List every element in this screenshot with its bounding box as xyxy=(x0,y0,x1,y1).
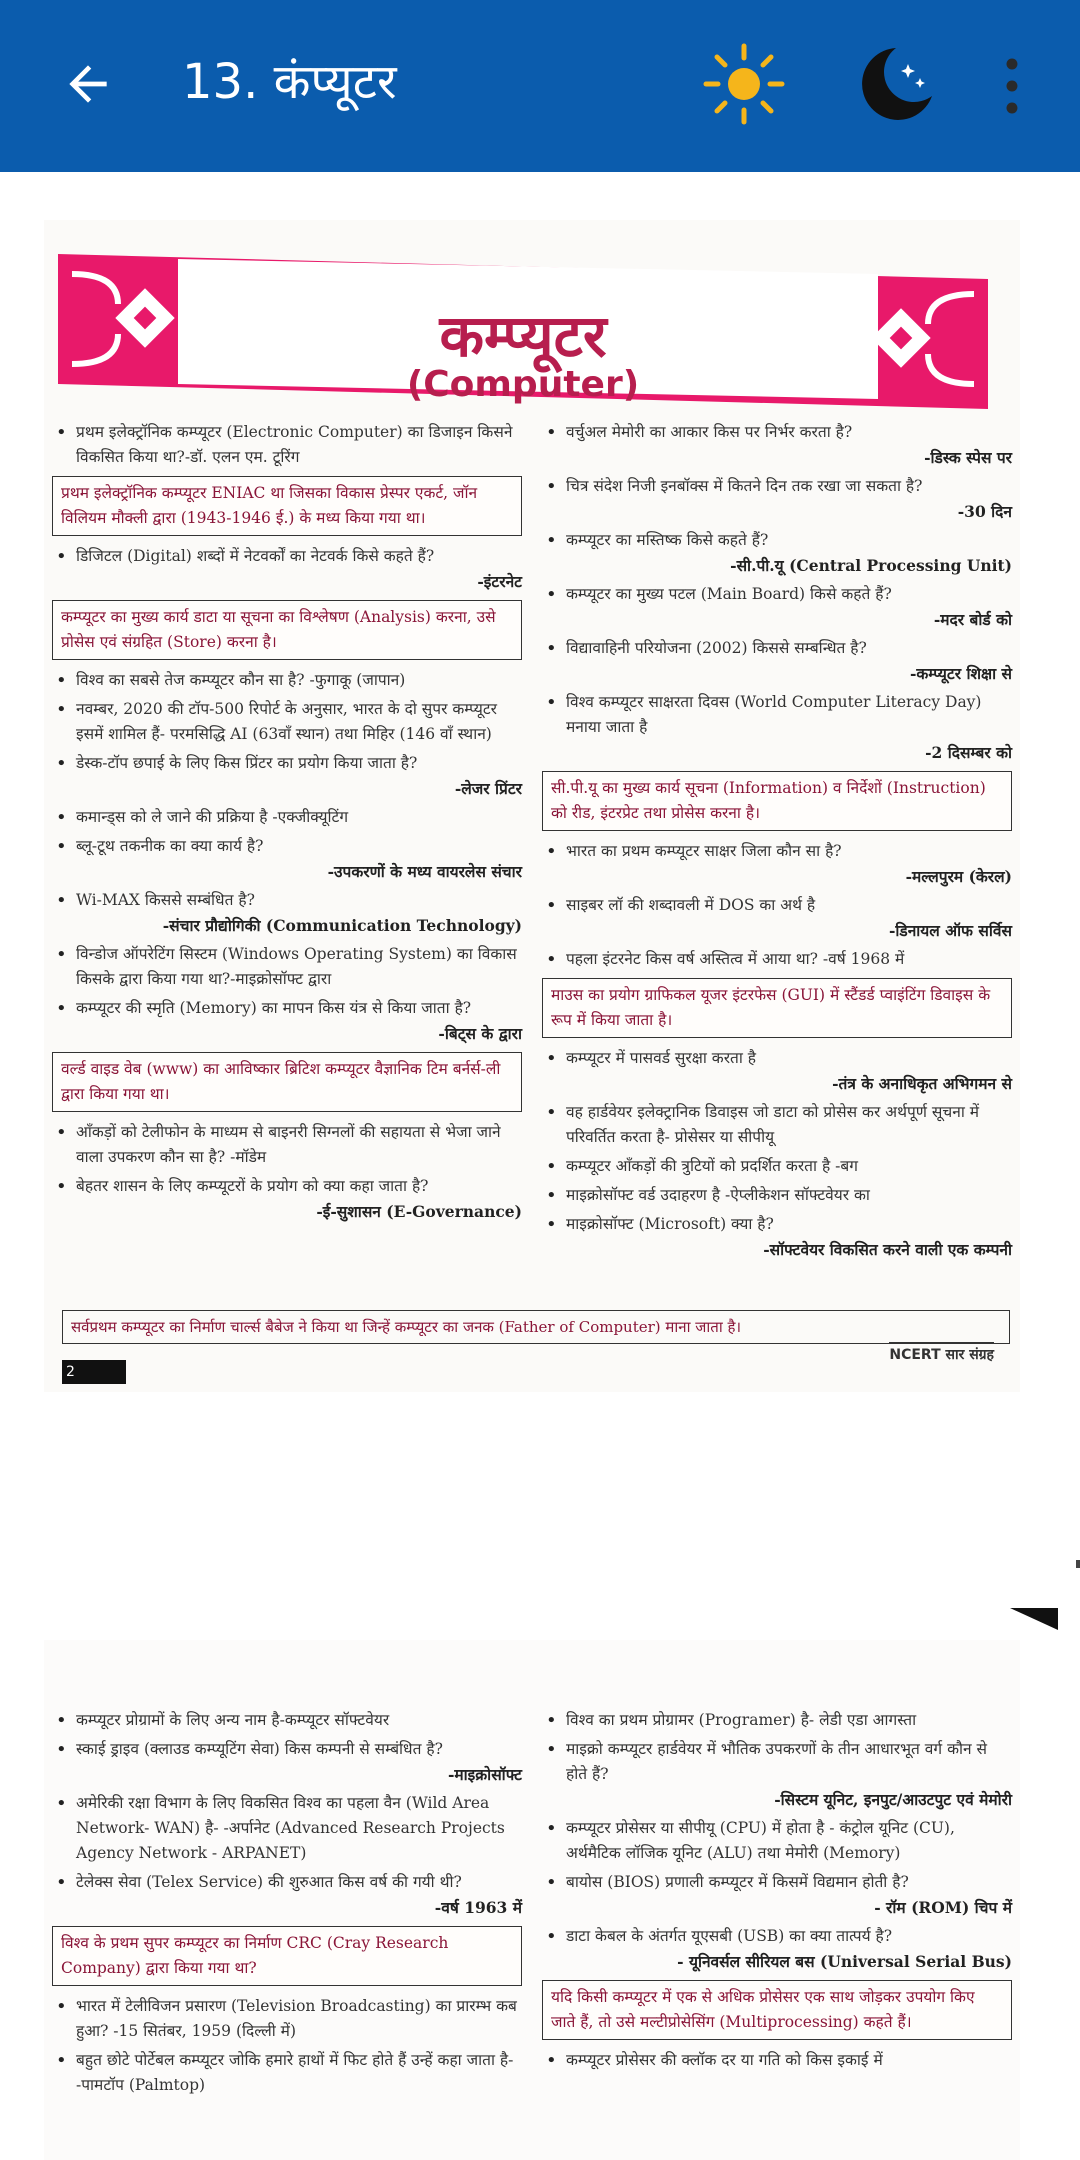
qa-item xyxy=(542,839,1012,889)
bullet-icon: • xyxy=(56,1793,67,1814)
page2-left-column xyxy=(52,1708,522,2102)
qa-item xyxy=(52,1737,522,1787)
qa-item xyxy=(542,2048,1012,2073)
qa-item xyxy=(52,751,522,801)
chapter-title-english: (Computer) xyxy=(406,364,640,405)
back-button[interactable] xyxy=(52,48,124,120)
question-text: पहला इंटरनेट किस वर्ष अस्तित्व में आया था? -वर्ष 1968 में xyxy=(566,950,905,968)
arrow-left-icon xyxy=(60,56,116,112)
page-title: 13. कंप्यूटर xyxy=(182,54,397,110)
answer-text: -माइक्रोसॉफ्ट xyxy=(447,1765,522,1784)
question-text: चित्र संदेश निजी इनबॉक्स में कितने दिन तक रखा जा सकता है? xyxy=(566,477,923,495)
highlight-box: सी.पी.यू का मुख्य कार्य सूचना (Information) व निर्देशों (Instruction) को रीड, इंटरप्रेट तथा प्रोसेस करना है। xyxy=(542,771,1012,831)
qa-item xyxy=(542,1924,1012,1974)
bullet-icon: • xyxy=(56,1739,67,1760)
qa-item xyxy=(52,1708,522,1733)
bullet-icon: • xyxy=(56,1176,67,1197)
answer-text: -डिनायल ऑफ सर्विस xyxy=(888,921,1012,940)
qa-item xyxy=(542,474,1012,524)
question-text: अमेरिकी रक्षा विभाग के लिए विकसित विश्व का पहला वैन (Wild Area Network- WAN) है- -अर्पानेट (Advanced Research Projects Agency Network - ARPANET) xyxy=(76,1794,505,1862)
qa-item xyxy=(52,697,522,747)
bullet-icon: • xyxy=(546,476,557,497)
question-text: प्रथम इलेक्ट्रॉनिक कम्प्यूटर (Electronic Computer) का डिजाइन किसने विकसित किया था?-डॉ. एलन एम. टूरिंग xyxy=(76,423,513,466)
qa-item xyxy=(542,690,1012,765)
qa-item xyxy=(52,1174,522,1224)
qa-item xyxy=(542,1870,1012,1920)
app-bar xyxy=(0,0,1080,172)
qa-item xyxy=(542,893,1012,943)
bullet-icon: • xyxy=(56,2050,67,2071)
qa-item xyxy=(542,1708,1012,1733)
qa-item xyxy=(52,544,522,594)
bullet-icon: • xyxy=(56,1710,67,1731)
qa-item xyxy=(52,2048,522,2098)
qa-item xyxy=(542,947,1012,972)
highlight-box: प्रथम इलेक्ट्रॉनिक कम्प्यूटर ENIAC था जिसका विकास प्रेस्पर एकर्ट, जॉन विलियम मौक्ली द्वारा (1943-1946 ई.) के मध्य किया गया था। xyxy=(52,476,522,536)
question-text: स्काई ड्राइव (क्लाउड कम्प्यूटिंग सेवा) किस कम्पनी से सम्बंधित है? xyxy=(76,1740,443,1758)
qa-item xyxy=(52,1994,522,2044)
answer-text: -सॉफ्टवेयर विकसित करने वाली एक कम्पनी xyxy=(763,1240,1012,1259)
qa-item xyxy=(52,996,522,1046)
page-corner-mark xyxy=(1010,1608,1058,1630)
question-text: डाटा केबल के अंतर्गत यूएसबी (USB) का क्या तात्पर्य है? xyxy=(566,1927,893,1945)
bullet-icon: • xyxy=(56,546,67,567)
bullet-icon: • xyxy=(56,836,67,857)
question-text: कम्प्यूटर का मुख्य पटल (Main Board) किसे कहते हैं? xyxy=(566,585,892,603)
question-text: कमान्ड्स को ले जाने की प्रक्रिया है -एक्जीक्यूटिंग xyxy=(76,808,349,826)
qa-item xyxy=(542,528,1012,578)
answer-text: -ई-सुशासन (E-Governance) xyxy=(316,1202,522,1221)
qa-item xyxy=(542,1737,1012,1812)
page2-right-column xyxy=(542,1708,1012,2077)
bullet-icon: • xyxy=(546,638,557,659)
qa-item xyxy=(52,1791,522,1866)
qa-item xyxy=(542,1816,1012,1866)
qa-item xyxy=(542,420,1012,470)
highlight-box: माउस का प्रयोग ग्राफिकल यूजर इंटरफेस (GUI) में स्टैंडर्ड प्वाइंटिंग डिवाइस के रूप में किया जाता है। xyxy=(542,978,1012,1038)
question-text: आँकड़ों को टेलीफोन के माध्यम से बाइनरी सिग्नलों की सहायता से भेजा जाने वाला उपकरण कौन सा है? -मॉडेम xyxy=(76,1123,501,1166)
bullet-icon: • xyxy=(56,699,67,720)
question-text: बेहतर शासन के लिए कम्प्यूटरों के प्रयोग को क्या कहा जाता है? xyxy=(76,1177,429,1195)
answer-text: -लेजर प्रिंटर xyxy=(454,779,522,798)
qa-item xyxy=(542,1183,1012,1208)
qa-item xyxy=(52,942,522,992)
qa-item xyxy=(542,636,1012,686)
question-text: कम्प्यूटर का मस्तिष्क किसे कहते हैं? xyxy=(566,531,769,549)
question-text: माइक्रो कम्प्यूटर हार्डवेयर में भौतिक उपकरणों के तीन आधारभूत वर्ग कौन से होते हैं? xyxy=(566,1740,988,1783)
question-text: माइक्रोसॉफ्ट वर्ड उदाहरण है -ऐप्लीकेशन सॉफ्टवेयर का xyxy=(566,1186,870,1204)
bullet-icon: • xyxy=(56,1122,67,1143)
page-number: 2 xyxy=(62,1360,126,1384)
qa-item xyxy=(52,668,522,693)
question-text: साइबर लॉ की शब्दावली में DOS का अर्थ है xyxy=(566,896,816,914)
bullet-icon: • xyxy=(546,1872,557,1893)
qa-item xyxy=(52,805,522,830)
answer-text: -कम्प्यूटर शिक्षा से xyxy=(909,664,1012,683)
answer-text: - यूनिवर्सल सीरियल बस (Universal Serial Bus) xyxy=(677,1952,1012,1971)
qa-item xyxy=(52,1870,522,1920)
answer-text: -संचार प्रौद्योगिकी (Communication Technology) xyxy=(162,916,522,935)
answer-text: -मदर बोर्ड को xyxy=(933,610,1012,629)
question-text: कम्प्यूटर प्रोसेसर या सीपीयू (CPU) में होता है - कंट्रोल यूनिट (CU), अर्थमैटिक लॉजिक यूनिट (ALU) तथा मेमोरी (Memory) xyxy=(566,1819,955,1862)
question-text: कम्प्यूटर आँकड़ों की त्रुटियों को प्रदर्शित करता है -बग xyxy=(566,1157,858,1175)
question-text: विश्व कम्प्यूटर साक्षरता दिवस (World Computer Literacy Day) मनाया जाता है xyxy=(566,693,982,736)
sun-icon[interactable] xyxy=(700,40,788,128)
bullet-icon: • xyxy=(56,998,67,1019)
bullet-icon: • xyxy=(546,1926,557,1947)
qa-item xyxy=(52,1120,522,1170)
question-text: विन्डोज ऑपरेटिंग सिस्टम (Windows Operating System) का विकास किसके द्वारा किया गया था?-माइक्रोसॉफ्ट द्वारा xyxy=(76,945,517,988)
page1-right-column xyxy=(542,420,1012,1266)
question-text: टेलेक्स सेवा (Telex Service) की शुरुआत किस वर्ष की गयी थी? xyxy=(76,1873,462,1891)
footer-note-box: सर्वप्रथम कम्प्यूटर का निर्माण चार्ल्स बैबेज ने किया था जिन्हें कम्प्यूटर का जनक (Father of Computer) माना जाता है। xyxy=(62,1310,1010,1344)
qa-item xyxy=(542,1046,1012,1096)
bullet-icon: • xyxy=(546,1048,557,1069)
question-text: विश्व का प्रथम प्रोग्रामर (Programer) है- लेडी एडा आगस्ता xyxy=(566,1711,917,1729)
answer-text: - रॉम (ROM) चिप में xyxy=(874,1898,1012,1917)
answer-text: -तंत्र के अनाधिकृत अभिगमन से xyxy=(832,1074,1012,1093)
bullet-icon: • xyxy=(546,1710,557,1731)
answer-text: -सिस्टम यूनिट, इनपुट/आउटपुट एवं मेमोरी xyxy=(774,1790,1012,1809)
highlight-box: विश्व के प्रथम सुपर कम्प्यूटर का निर्माण CRC (Cray Research Company) द्वारा किया गया था? xyxy=(52,1926,522,1986)
chapter-title-hindi: कम्प्यूटर xyxy=(439,302,607,370)
qa-item xyxy=(542,1154,1012,1179)
bullet-icon: • xyxy=(56,670,67,691)
bullet-icon: • xyxy=(546,1818,557,1839)
answer-text: -सी.पी.यू (Central Processing Unit) xyxy=(730,556,1012,575)
question-text: भारत में टेलीविजन प्रसारण (Television Broadcasting) का प्रारम्भ कब हुआ? -15 सितंबर, 1959 (दिल्ली में) xyxy=(76,1997,517,2040)
qa-item xyxy=(52,834,522,884)
bullet-icon: • xyxy=(546,1214,557,1235)
question-text: डिजिटल (Digital) शब्दों में नेटवर्कों का नेटवर्क किसे कहते हैं? xyxy=(76,547,435,565)
bullet-icon: • xyxy=(546,895,557,916)
chapter-banner xyxy=(58,234,988,414)
question-text: कम्प्यूटर में पासवर्ड सुरक्षा करता है xyxy=(566,1049,757,1067)
page1-left-column xyxy=(52,420,522,1228)
bullet-icon: • xyxy=(546,1102,557,1123)
question-text: विद्यावाहिनी परियोजना (2002) किससे सम्बन्धित है? xyxy=(566,639,867,657)
bullet-icon: • xyxy=(56,422,67,443)
moon-stars-icon[interactable] xyxy=(846,38,938,130)
bullet-icon: • xyxy=(546,2050,557,2071)
question-text: नवम्बर, 2020 की टॉप-500 रिपोर्ट के अनुसार, भारत के दो सुपर कम्प्यूटर इसमें शामिल हैं- परमसिद्धि AI (63वाँ स्थान) तथा मिहिर (146 वाँ स्थान) xyxy=(76,700,497,743)
highlight-box: वर्ल्ड वाइड वेब (www) का आविष्कार ब्रिटिश कम्प्यूटर वैज्ञानिक टिम बर्नर्स-ली द्वारा किया गया था। xyxy=(52,1052,522,1112)
qa-item xyxy=(52,420,522,470)
bullet-icon: • xyxy=(546,841,557,862)
qa-item xyxy=(542,1100,1012,1150)
question-text: डेस्क-टॉप छपाई के लिए किस प्रिंटर का प्रयोग किया जाता है? xyxy=(76,754,418,772)
bullet-icon: • xyxy=(56,1996,67,2017)
book-page-2[interactable] xyxy=(44,1640,1020,2160)
question-text: वह हार्डवेयर इलेक्ट्रानिक डिवाइस जो डाटा को प्रोसेस कर अर्थपूर्ण सूचना में परिवर्तित करता है- प्रोसेसर या सीपीयू xyxy=(566,1103,980,1146)
answer-text: -उपकरणों के मध्य वायरलेस संचार xyxy=(327,862,522,881)
scroll-indicator xyxy=(1076,1560,1080,1568)
bullet-icon: • xyxy=(56,890,67,911)
bullet-icon: • xyxy=(56,1872,67,1893)
bullet-icon: • xyxy=(546,584,557,605)
question-text: ब्लू-टूथ तकनीक का क्या कार्य है? xyxy=(76,837,264,855)
answer-text: -डिस्क स्पेस पर xyxy=(924,448,1012,467)
footer-label: NCERT सार संग्रह xyxy=(889,1342,994,1364)
question-text: विश्व का सबसे तेज कम्प्यूटर कौन सा है? -फुगाकू (जापान) xyxy=(76,671,406,689)
more-vert-icon[interactable] xyxy=(990,46,1034,126)
answer-text: -30 दिन xyxy=(957,502,1012,521)
qa-item xyxy=(52,888,522,938)
bullet-icon: • xyxy=(56,753,67,774)
book-page-1[interactable] xyxy=(44,220,1020,1392)
bullet-icon: • xyxy=(546,1156,557,1177)
qa-item xyxy=(542,1212,1012,1262)
answer-text: -2 दिसम्बर को xyxy=(925,743,1012,762)
qa-item xyxy=(542,582,1012,632)
highlight-box: यदि किसी कम्प्यूटर में एक से अधिक प्रोसेसर एक साथ जोड़कर उपयोग किए जाते हैं, तो उसे मल्टीप्रोसेसिंग (Multiprocessing) कहते हैं। xyxy=(542,1980,1012,2040)
question-text: Wi-MAX किससे सम्बंधित है? xyxy=(76,891,255,909)
question-text: भारत का प्रथम कम्प्यूटर साक्षर जिला कौन सा है? xyxy=(566,842,842,860)
answer-text: -इंटरनेट xyxy=(477,572,522,591)
bullet-icon: • xyxy=(546,422,557,443)
question-text: कम्प्यूटर प्रोग्रामों के लिए अन्य नाम है-कम्प्यूटर सॉफ्टवेयर xyxy=(76,1711,390,1729)
question-text: कम्प्यूटर प्रोसेसर की क्लॉक दर या गति को किस इकाई में xyxy=(566,2051,883,2069)
answer-text: -वर्ष 1963 में xyxy=(434,1898,522,1917)
bullet-icon: • xyxy=(546,692,557,713)
question-text: माइक्रोसॉफ्ट (Microsoft) क्या है? xyxy=(566,1215,774,1233)
bullet-icon: • xyxy=(546,1739,557,1760)
answer-text: -मल्लपुरम (केरल) xyxy=(905,867,1012,886)
question-text: बायोस (BIOS) प्रणाली कम्प्यूटर में किसमें विद्यमान होती है? xyxy=(566,1873,909,1891)
bullet-icon: • xyxy=(546,1185,557,1206)
bullet-icon: • xyxy=(546,530,557,551)
answer-text: -बिट्स के द्वारा xyxy=(438,1024,522,1043)
question-text: वर्चुअल मेमोरी का आकार किस पर निर्भर करता है? xyxy=(566,423,853,441)
bullet-icon: • xyxy=(56,944,67,965)
bullet-icon: • xyxy=(546,949,557,970)
question-text: कम्प्यूटर की स्मृति (Memory) का मापन किस यंत्र से किया जाता है? xyxy=(76,999,472,1017)
question-text: बहुत छोटे पोर्टेबल कम्प्यूटर जोकि हमारे हाथों में फिट होते हैं उन्हें कहा जाता है- -पामटॉप (Palmtop) xyxy=(76,2051,514,2094)
highlight-box: कम्प्यूटर का मुख्य कार्य डाटा या सूचना का विश्लेषण (Analysis) करना, उसे प्रोसेस एवं संग्रहित (Store) करना है। xyxy=(52,600,522,660)
bullet-icon: • xyxy=(56,807,67,828)
